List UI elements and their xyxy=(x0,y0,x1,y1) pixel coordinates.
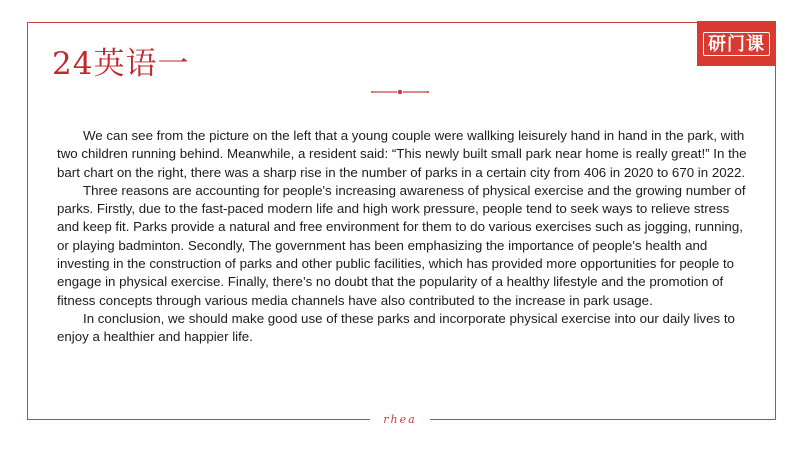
essay-paragraph: In conclusion, we should make good use of these parks and incorporate physical exercise into our daily lives to enjoy a healthier and happier life. xyxy=(57,310,735,345)
brand-logo-text: 研门课 xyxy=(703,32,770,56)
brand-logo xyxy=(697,21,776,66)
essay-paragraph: Three reasons are accounting for people's increasing awareness of physical exercise and the growing number of parks. Firstly, due to the fast-paced modern life and high work pressure, people tend to seek ways to relieve stress and keep fit. Parks provide a natural and free environment for them to do various exercises such as jogging, running, or playing badminton. Secondly, The government has been emphasizing the importance of people's health and investing in the construction of parks and other public facilities, which has provided more opportunities for people to engage in physical exercise. Finally, there’s no doubt that the popularity of a healthy lifestyle and the promotion of fitness concepts through various media channels have also contributed to the increase in park usage. xyxy=(57,182,746,308)
essay-paragraph: We can see from the picture on the left that a young couple were wallking leisurely hand in hand in the park, with two children running behind. Meanwhile, a resident said: “This newly built small park near home is really great!” In the bart chart on the right, there was a sharp rise in the number of parks in a certain city from 406 in 2020 to 670 in 2022. xyxy=(57,128,747,180)
essay-body xyxy=(57,127,747,347)
footer-signature: rhea xyxy=(370,409,430,431)
slide-title: 24英语一 xyxy=(52,46,190,82)
title-divider-ornament xyxy=(370,87,430,97)
